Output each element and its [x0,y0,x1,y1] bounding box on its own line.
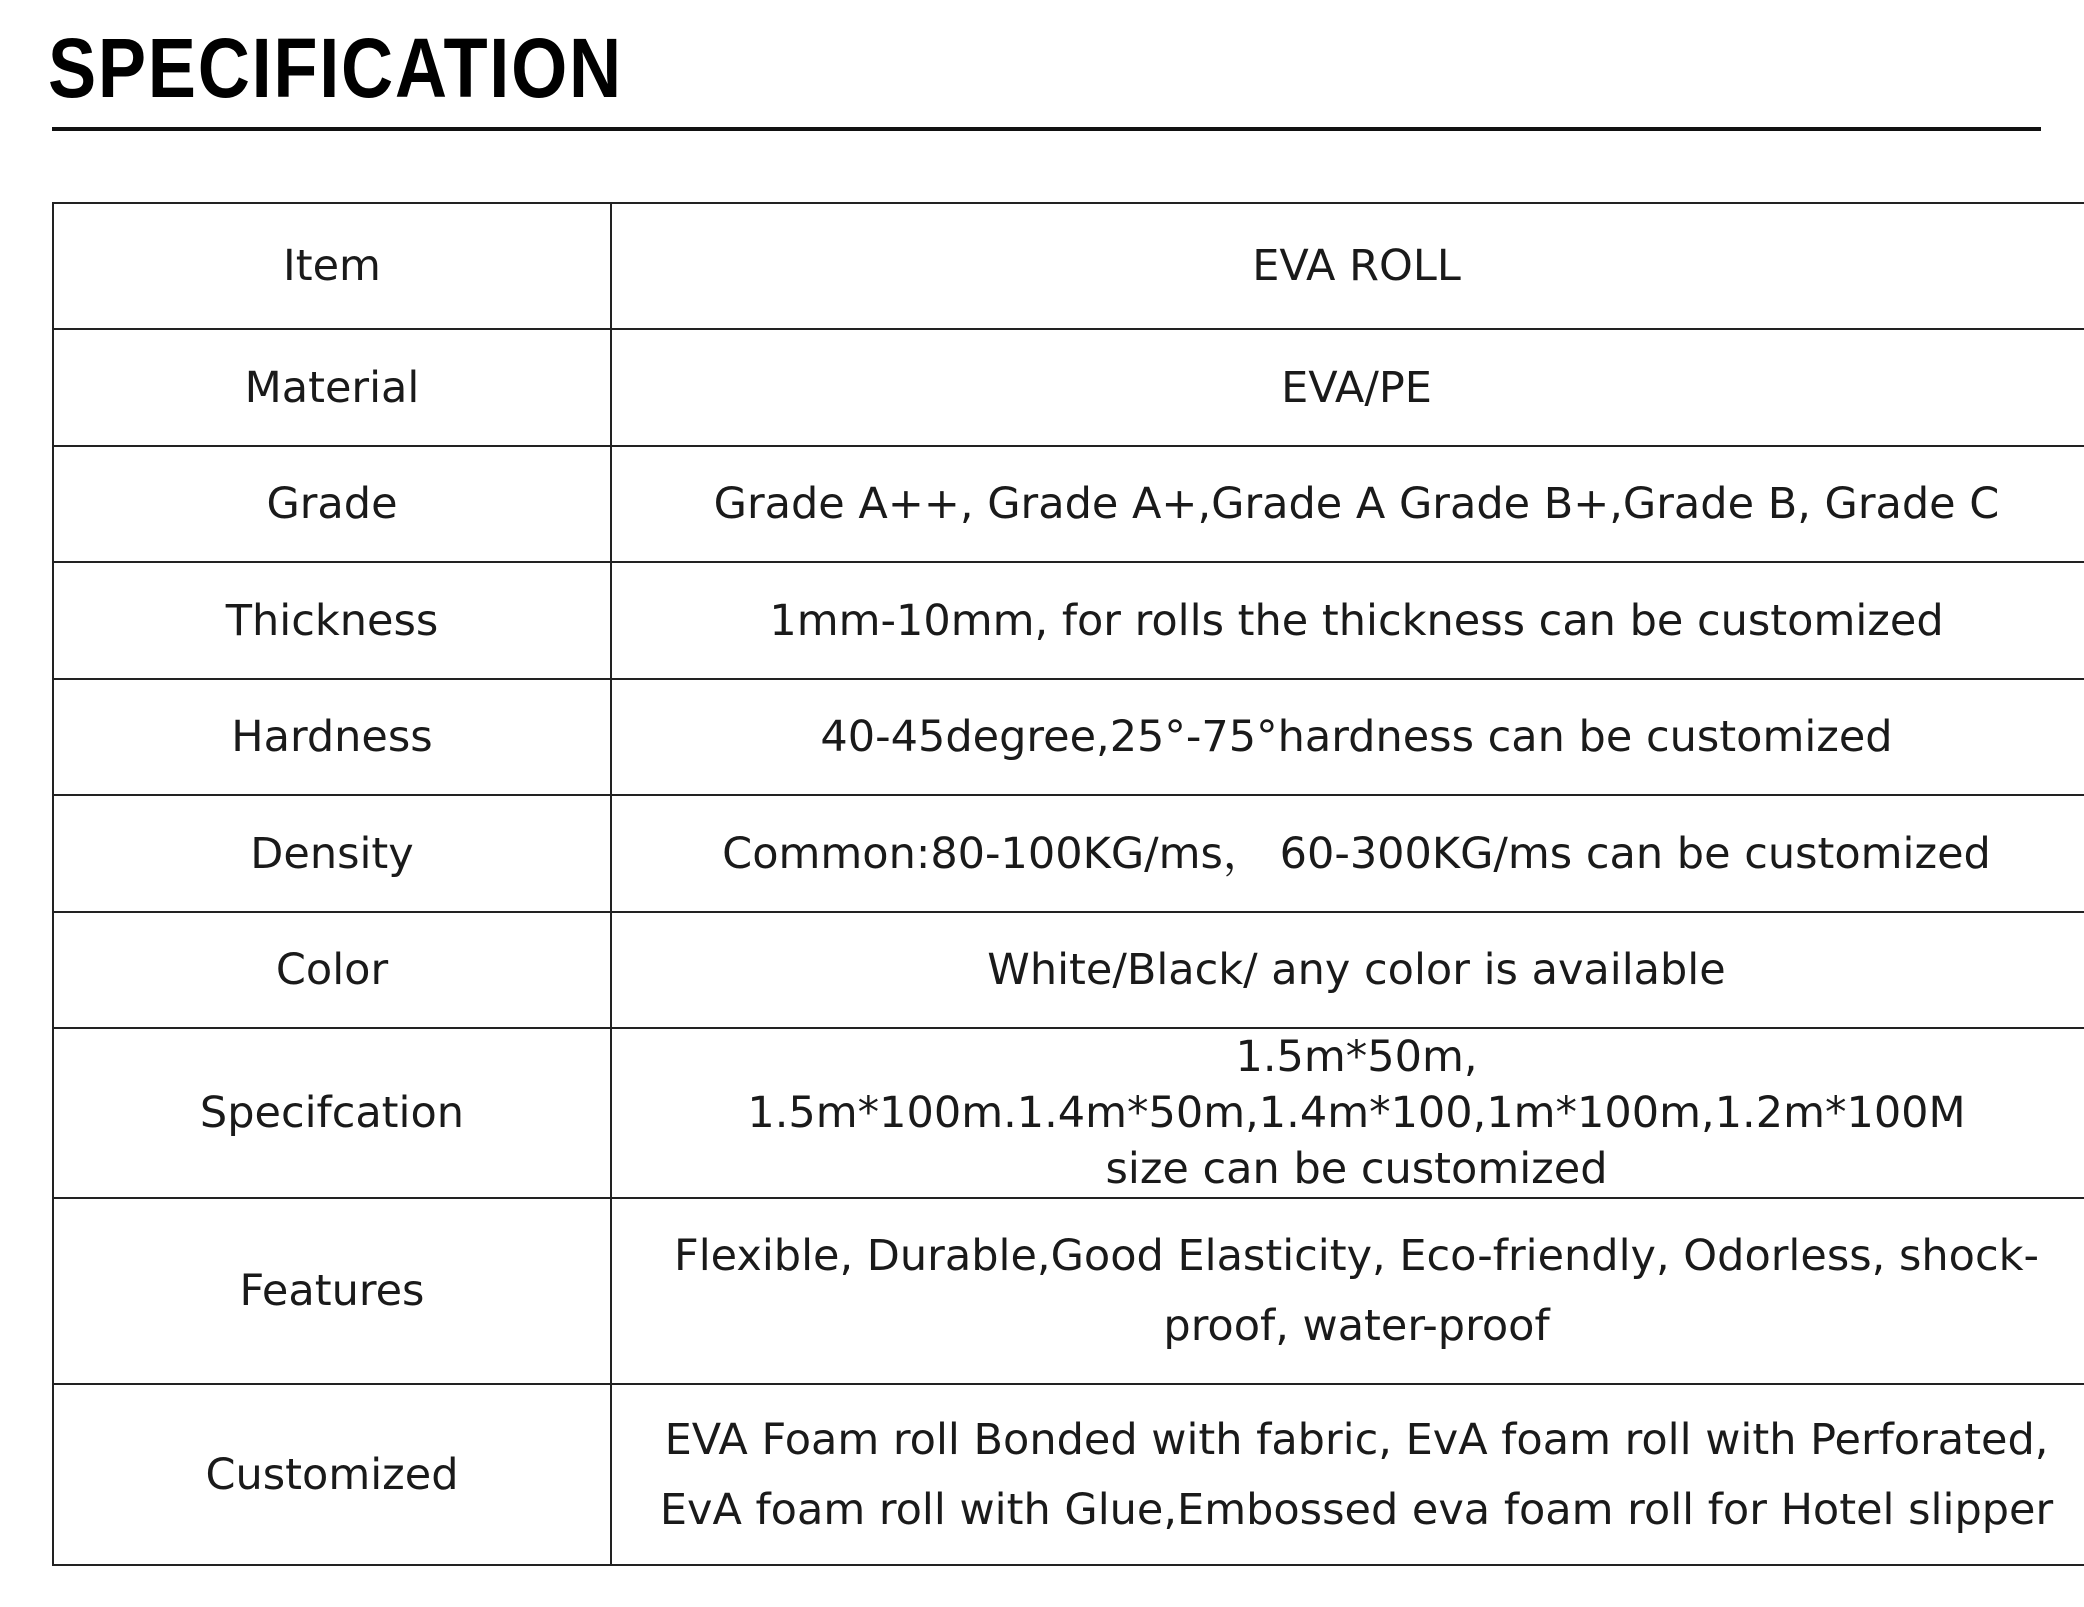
row-value [611,203,2084,329]
page-title: SPECIFICATION [48,21,623,115]
value-line: White/Black/ any color is available [987,945,1726,995]
row-value [611,1198,2084,1384]
value-line: EVA/PE [1281,362,1432,413]
table-row-item [53,203,2084,329]
row-label: Item [53,203,611,329]
value-line: proof, water-proof [1163,1301,1550,1351]
table-row-thickness [53,562,2084,679]
value-line: Flexible, Durable,Good Elasticity, Eco-friendly, Odorless, shock- [674,1231,2039,1281]
value-line: EVA ROLL [1252,241,1461,291]
row-label: Color [53,912,611,1028]
value-line: Grade A++, Grade A+,Grade A Grade B+,Grade B, Grade C [713,479,2000,529]
row-label: Grade [53,446,611,562]
specification-table [52,202,2084,1566]
table-row-specification [53,1028,2084,1198]
row-value [611,329,2084,446]
value-line: Common:80-100KG/ms， 60-300KG/ms can be customized [722,828,1991,879]
row-label: Customized [53,1384,611,1565]
title-divider [52,127,2041,131]
row-value [611,1384,2084,1565]
row-value [611,446,2084,562]
value-line: 1.5m*50m, 1.5m*100m.1.4m*50m,1.4m*100,1m*100m,1.2m*100M [747,1032,1966,1138]
table-row-material [53,329,2084,446]
table-row-density [53,795,2084,912]
row-label: Specifcation [53,1028,611,1198]
row-value [611,912,2084,1028]
value-line: EvA foam roll with Glue,Embossed eva foam roll for Hotel slipper [659,1484,2054,1535]
row-value [611,1028,2084,1198]
row-value [611,562,2084,679]
table-row-hardness [53,679,2084,795]
row-value [611,679,2084,795]
table-row-customized [53,1384,2084,1565]
row-label: Features [53,1198,611,1384]
row-label: Density [53,795,611,912]
value-line: 40-45degree,25°-75°hardness can be customized [820,712,1893,762]
table-row-grade [53,446,2084,562]
row-label: Material [53,329,611,446]
row-label: Thickness [53,562,611,679]
row-label: Hardness [53,679,611,795]
value-line: 1mm-10mm, for rolls the thickness can be customized [769,595,1944,646]
table-row-features [53,1198,2084,1384]
row-value [611,795,2084,912]
value-line: size can be customized [1105,1144,1608,1194]
value-line: EVA Foam roll Bonded with fabric, EvA foam roll with Perforated, [664,1414,2049,1465]
table-row-color [53,912,2084,1028]
